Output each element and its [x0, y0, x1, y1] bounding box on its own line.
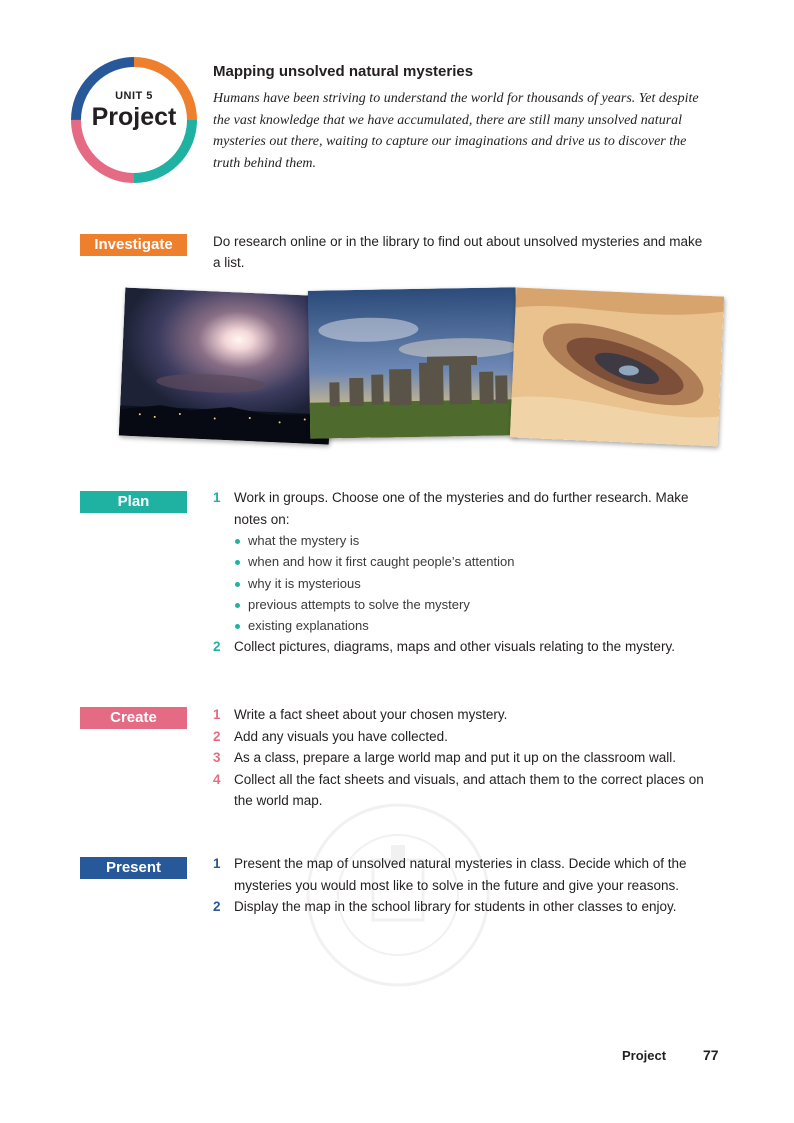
item-text: Add any visuals you have collected.: [234, 728, 448, 744]
list-item: [213, 636, 713, 658]
item-number: 1: [213, 856, 221, 871]
bullet-item: what the mystery is: [234, 530, 713, 551]
list-item: [213, 747, 713, 769]
create-list: [213, 704, 713, 812]
item-text: Work in groups. Choose one of the mysteries and do further research. Make notes on:: [234, 490, 689, 527]
page-title: Mapping unsolved natural mysteries: [213, 63, 474, 80]
item-number: 2: [213, 899, 221, 914]
bullet-icon: [235, 582, 240, 587]
bullet-icon: [235, 539, 240, 544]
item-text: Collect pictures, diagrams, maps and other visuals relating to the mystery.: [234, 639, 675, 655]
item-number: 1: [213, 707, 221, 722]
plan-tag: Plan: [80, 491, 187, 513]
item-number: 2: [213, 639, 221, 655]
bullet-icon: [235, 624, 240, 629]
present-list: [213, 853, 713, 918]
list-item: [213, 853, 713, 896]
unit-number: UNIT 5: [115, 90, 153, 102]
list-item: [213, 726, 713, 748]
stonehenge-photo: [308, 287, 519, 439]
create-tag: Create: [80, 707, 187, 729]
bullet-item: existing explanations: [234, 615, 713, 636]
investigate-text: Do research online or in the library to find out about unsolved mysteries and make a list.: [213, 234, 703, 270]
notes-bullet-list: [234, 530, 713, 636]
footer-section-label: Project: [622, 1048, 667, 1063]
present-tag: Present: [80, 857, 187, 879]
item-text: Write a fact sheet about your chosen mystery.: [234, 707, 508, 722]
intro-paragraph: Humans have been striving to understand the world for thousands of years. Yet despite the vast knowledge that we have accumulated, there are still many unsolved natural mysteries out there, waiting to capture our imaginations and drive us to discover the truth behind them.: [213, 91, 699, 171]
page-number: 77: [703, 1047, 719, 1063]
list-item: [213, 896, 713, 918]
night-sky-photo: [119, 287, 335, 444]
plan-list: [213, 487, 713, 658]
item-number: 1: [213, 490, 221, 505]
list-item: [213, 487, 713, 636]
item-number: 3: [213, 750, 221, 765]
investigate-tag: Investigate: [80, 234, 187, 256]
bullet-item: when and how it first caught people’s attention: [234, 551, 713, 572]
bullet-icon: [235, 603, 240, 608]
item-text: Collect all the fact sheets and visuals, and attach them to the correct places on the world map.: [234, 771, 704, 808]
item-text: Present the map of unsolved natural mysteries in class. Decide which of the mysteries you would most like to solve in the future and give your reasons.: [234, 856, 687, 893]
item-text: Display the map in the school library for students in other classes to enjoy.: [234, 899, 677, 914]
bullet-icon: [235, 560, 240, 565]
item-number: 2: [213, 728, 221, 744]
bullet-item: why it is mysterious: [234, 573, 713, 594]
item-number: 4: [213, 771, 221, 787]
project-heading: Project: [91, 103, 177, 131]
bullet-item: previous attempts to solve the mystery: [234, 594, 713, 615]
item-text: As a class, prepare a large world map and put it up on the classroom wall.: [234, 750, 676, 765]
list-item: [213, 704, 713, 726]
desert-eye-photo: [510, 288, 724, 447]
